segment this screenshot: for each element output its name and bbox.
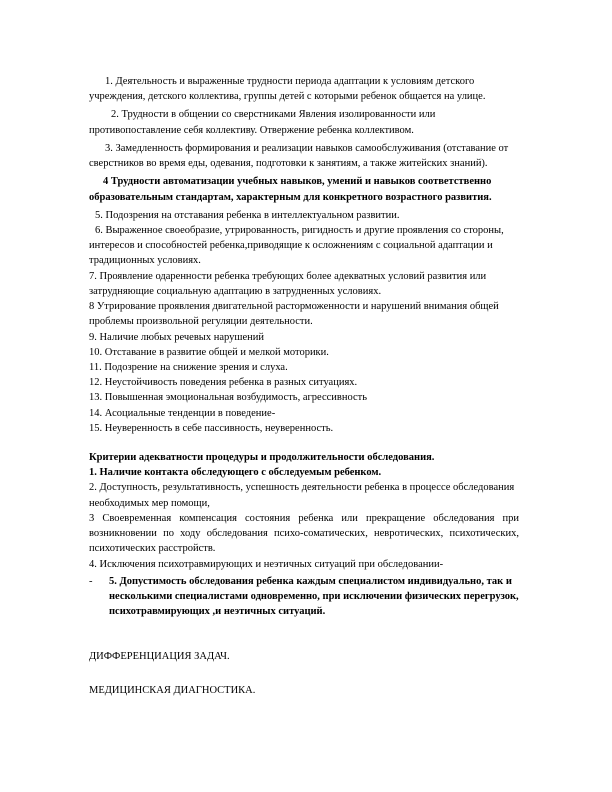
criteria-item-3: 3 Своевременная компенсация состояния ребенка или прекращение обследования при возникновении по ходу обследования психо-соматических, невротических, психотических, психотических расстройств. — [89, 512, 519, 555]
paragraph-2: 2. Трудности в общении со сверстниками Явления изолированности или противопоставление себя коллективу. Отвержение ребенка коллективом. — [89, 109, 436, 136]
document-body — [89, 74, 519, 698]
paragraph-15: 15. Неуверенность в себе пассивность, неуверенность. — [89, 422, 334, 434]
heading-medical-diagnostics: МЕДИЦИНСКАЯ ДИАГНОСТИКА. — [89, 684, 256, 696]
dash-bullet: - — [89, 575, 93, 587]
criteria-item-1: 1. Наличие контакта обследующего с обследуемым ребенком. — [89, 467, 382, 479]
criteria-item-4: 4. Исключения психотравмирующих и неэтичных ситуаций при обследовании- — [89, 558, 444, 570]
paragraph-10: 10. Отставание в развитие общей и мелкой моторики. — [89, 346, 329, 358]
paragraph-3: 3. Замедленность формирования и реализации навыков самообслуживания (отставание от сверстников во время еды, одевания, подготовки к занятиям, а также житейских знаний). — [89, 142, 509, 170]
paragraph-8: 8 Утрирование проявления двигательной расторможенности и нарушений внимания общей проблемы произвольной регуляции деятельности. — [89, 301, 499, 328]
paragraph-14: 14. Асоциальные тенденции в поведение- — [89, 407, 276, 419]
criteria-item-5-text: 5. Допустимость обследования ребенка каждым специалистом индивидуально, так и несколькими специалистами одновременно, при исключении физических перегрузок, психотравмирующих ,и неэтичных ситуаций. — [109, 575, 519, 618]
heading-differentiation: ДИФФЕРЕНЦИАЦИЯ ЗАДАЧ. — [89, 651, 230, 663]
criteria-item-2: 2. Доступность, результативность, успешность деятельности ребенка в процессе обследования необходимых мер помощи, — [89, 482, 515, 509]
paragraph-1: 1. Деятельность и выраженные трудности периода адаптации к условиям детского учреждения, детского коллектива, группы детей с которыми ребенок общается на улице. — [89, 76, 486, 103]
paragraph-7: 7. Проявление одаренности ребенка требующих более адекватных условий развития или затрудняющие социальную адаптацию в затрудненных условиях. — [89, 270, 487, 297]
criteria-title: Критерии адекватности процедуры и продолжительности обследования. — [89, 452, 435, 464]
paragraph-6: 6. Выраженное своеобразие, утрированность, ригидность и другие проявления со стороны, интересов и способностей ребенка,приводящие к осложнениям с социальной адаптации и традиционных условиях. — [89, 224, 504, 267]
paragraph-4: 4 Трудности автоматизации учебных навыков, умений и навыков соответственно образовательным стандартам, характерным для конкретного возрастного развития. — [89, 176, 492, 203]
paragraph-12: 12. Неустойчивость поведения ребенка в разных ситуациях. — [89, 377, 358, 389]
paragraph-5: 5. Подозрения на отставания ребенка в интеллектуальном развитии. — [95, 209, 400, 221]
paragraph-11: 11. Подозрение на снижение зрения и слуха. — [89, 361, 288, 373]
criteria-item-5 — [89, 574, 519, 620]
paragraph-9: 9. Наличие любых речевых нарушений — [89, 331, 264, 343]
paragraph-13: 13. Повышенная эмоциональная возбудимость, агрессивность — [89, 392, 368, 404]
criteria-section — [89, 450, 519, 619]
